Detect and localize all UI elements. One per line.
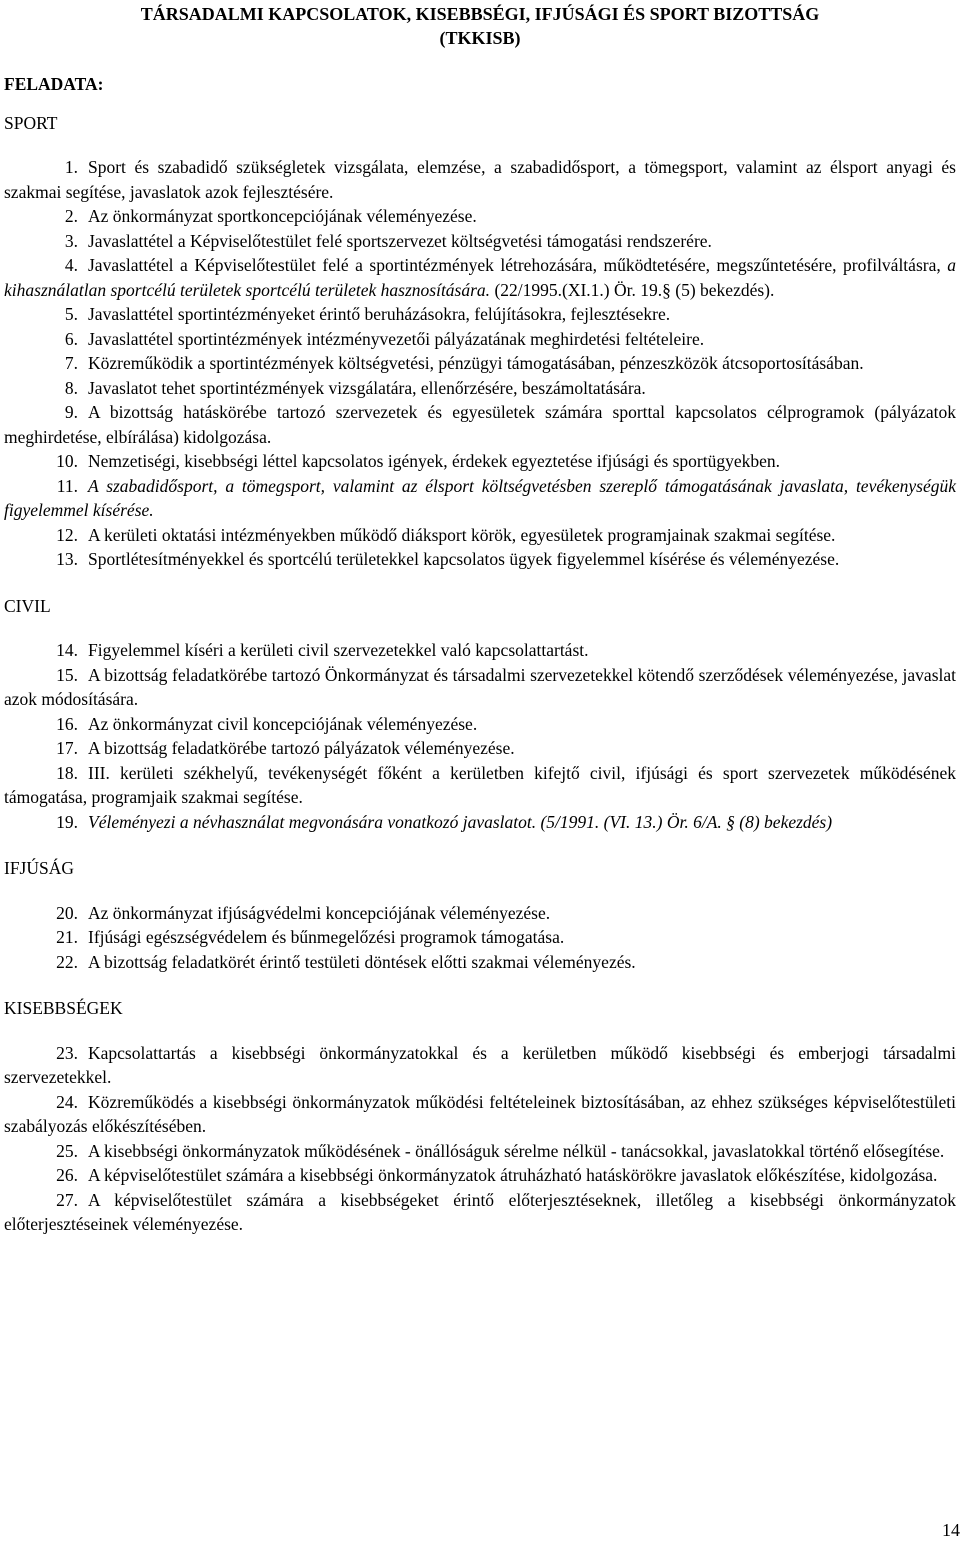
item-text: Javaslattétel sportintézmények intézményvezetői pályázatának meghirdetési feltételeire. <box>88 328 705 349</box>
list-item <box>4 1090 956 1139</box>
list-item <box>4 155 956 204</box>
item-number: 12. <box>56 524 78 545</box>
list-item <box>4 1041 956 1090</box>
item-text: Javaslatot tehet sportintézmények vizsgálatára, ellenőrzésére, beszámoltatására. <box>88 377 646 398</box>
list-item <box>4 523 956 548</box>
item-text: Sport és szabadidő szükségletek vizsgálata, elemzése, a szabadidősport, a tömegsport, valamint az élsport anyagi és szakmai segítése, javaslatok azok fejlesztésére. <box>4 157 956 202</box>
item-text: Nemzetiségi, kisebbségi léttel kapcsolatos igények, érdekek egyeztetése ifjúsági és sportügyekben. <box>88 451 780 471</box>
item-text: Az önkormányzat ifjúságvédelmi koncepciójának véleményezése. <box>88 902 551 923</box>
section-heading-ifjusag: IFJÚSÁG <box>4 858 75 878</box>
item-number: 19. <box>56 811 78 832</box>
list-item <box>4 638 956 663</box>
item-number: 14. <box>56 640 78 660</box>
list-item <box>4 712 956 737</box>
item-text: Az önkormányzat sportkoncepciójának véleményezése. <box>88 206 477 226</box>
item-number: 10. <box>56 451 78 471</box>
item-number: 3. <box>64 230 78 251</box>
item-text: A bizottság feladatkörébe tartozó pályázatok véleményezése. <box>88 738 515 758</box>
sport-items-list <box>4 155 956 572</box>
item-reference: (22/1995.(XI.1.) Ör. 19.§ (5) bekezdés). <box>494 279 775 300</box>
item-number: 26. <box>56 1165 78 1185</box>
item-text: Kapcsolattartás a kisebbségi önkormányzatokkal és a kerületben működő kisebbségi és emberjogi társadalmi szervezetekkel. <box>4 1042 956 1087</box>
list-item <box>4 950 956 975</box>
item-number: 11. <box>56 475 78 496</box>
list-item <box>4 474 956 523</box>
item-number: 24. <box>56 1091 78 1112</box>
item-text: A bizottság feladatkörét érintő testületi döntések előtti szakmai véleményezés. <box>88 951 636 972</box>
item-text: A kisebbségi önkormányzatok működésének - önállóságuk sérelme nélkül - tanácsokkal, javaslatokkal történő elősegítése. <box>88 1140 945 1161</box>
item-number: 23. <box>56 1042 78 1063</box>
list-item <box>4 810 956 835</box>
item-italic-text: a kihasználatlan sportcélú területek sportcélú területek hasznosítására. <box>4 255 956 300</box>
document-page <box>4 0 956 1237</box>
list-item <box>4 376 956 401</box>
item-text: III. kerületi székhelyű, tevékenységét főként a kerületben kifejtő civil, ifjúsági és sport szervezetek működésének támogatása, programjaik szakmai segítése. <box>4 762 956 807</box>
list-item <box>4 547 956 572</box>
list-item <box>4 449 956 474</box>
page-number: 14 <box>942 1520 960 1540</box>
item-italic-text: A szabadidősport, a tömegsport, valamint az élsport költségvetésben szereplő támogatásának javaslata, tevékenységük figyelemmel kísérése. <box>4 475 956 520</box>
title-line-1: TÁRSADALMI KAPCSOLATOK, KISEBBSÉGI, IFJÚSÁGI ÉS SPORT BIZOTTSÁG <box>140 4 820 24</box>
feladata-heading: FELADATA: <box>4 74 104 94</box>
item-number: 25. <box>56 1140 78 1161</box>
item-number: 20. <box>56 902 78 923</box>
item-text: Ifjúsági egészségvédelem és bűnmegelőzési programok támogatása. <box>88 927 565 947</box>
item-number: 2. <box>64 206 78 226</box>
item-text: Javaslattétel a Képviselőtestület felé a sportintézmények létrehozására, működtetésére, megszűntetésére, profilváltásra, <box>88 255 941 275</box>
item-number: 16. <box>56 713 78 734</box>
item-number: 8. <box>64 377 78 398</box>
list-item <box>4 901 956 926</box>
list-item <box>4 925 956 950</box>
item-text: Figyelemmel kíséri a kerületi civil szervezetekkel való kapcsolattartást. <box>88 640 589 660</box>
item-number: 4. <box>64 255 78 275</box>
item-number: 5. <box>64 304 78 324</box>
list-item <box>4 1188 956 1237</box>
item-text: Javaslattétel sportintézményeket érintő beruházásokra, felújításokra, fejlesztésekre. <box>88 304 671 324</box>
item-text: A bizottság feladatkörébe tartozó Önkormányzat és társadalmi szervezetekkel kötendő szerződések véleményezése, javaslat azok módosítására. <box>4 664 956 709</box>
item-text: Az önkormányzat civil koncepciójának véleményezése. <box>88 713 478 734</box>
item-number: 18. <box>56 762 78 783</box>
section-heading-sport: SPORT <box>4 112 58 133</box>
list-item <box>4 663 956 712</box>
list-item <box>4 736 956 761</box>
list-item <box>4 327 956 352</box>
list-item <box>4 302 956 327</box>
item-text: Sportlétesítményekkel és sportcélú területekkel kapcsolatos ügyek figyelemmel kísérése és véleményezése. <box>88 549 840 569</box>
list-item <box>4 1139 956 1164</box>
list-item <box>4 1163 956 1188</box>
item-number: 15. <box>56 664 78 685</box>
item-number: 7. <box>64 353 78 373</box>
item-text: Javaslattétel a Képviselőtestület felé sportszervezet költségvetési támogatási rendszerére. <box>88 230 712 251</box>
item-number: 21. <box>56 927 78 947</box>
list-item <box>4 229 956 254</box>
item-number: 27. <box>56 1189 78 1210</box>
list-item <box>4 351 956 376</box>
section-heading-civil: CIVIL <box>4 595 51 616</box>
item-number: 22. <box>56 951 78 972</box>
item-italic-text: Véleményezi a névhasználat megvonására vonatkozó javaslatot. (5/1991. (VI. 13.) Ör. 6/A. § (8) bekezdés) <box>88 811 833 832</box>
item-number: 6. <box>64 328 78 349</box>
item-text: A kerületi oktatási intézményekben működő diáksport körök, egyesületek programjainak szakmai segítése. <box>88 524 836 545</box>
list-item <box>4 204 956 229</box>
list-item <box>4 761 956 810</box>
section-heading-kisebbsegek: KISEBBSÉGEK <box>4 998 123 1018</box>
item-text: A képviselőtestület számára a kisebbségeket érintő előterjesztéseknek, illetőleg a kisebbségi önkormányzatok előterjesztéseinek véleményezése. <box>4 1189 956 1234</box>
list-item <box>4 253 956 302</box>
kisebbsegek-items-list <box>4 1041 956 1237</box>
item-text: Közreműködés a kisebbségi önkormányzatok működési feltételeinek biztosításában, az ehhez szükséges képviselőtestületi szabályozás előkészítésében. <box>4 1091 956 1136</box>
ifjusag-items-list <box>4 901 956 975</box>
item-number: 13. <box>56 549 78 569</box>
item-number: 17. <box>56 738 78 758</box>
item-text: A bizottság hatáskörébe tartozó szervezetek és egyesületek számára sporttal kapcsolatos célprogramok (pályázatok meghirdetése, elbírálása) kidolgozása. <box>4 402 956 447</box>
title-line-2: (TKKISB) <box>439 28 521 48</box>
item-text: Közreműködik a sportintézmények költségvetési, pénzügyi támogatásában, pénzeszközök átcsoportosításában. <box>88 353 864 373</box>
item-number: 1. <box>64 157 78 177</box>
civil-items-list <box>4 638 956 834</box>
item-number: 9. <box>64 402 78 422</box>
item-text: A képviselőtestület számára a kisebbségi önkormányzatok átruházható hatáskörökre javaslatok előkészítése, kidolgozása. <box>88 1165 938 1185</box>
list-item <box>4 400 956 449</box>
document-title <box>4 2 956 50</box>
